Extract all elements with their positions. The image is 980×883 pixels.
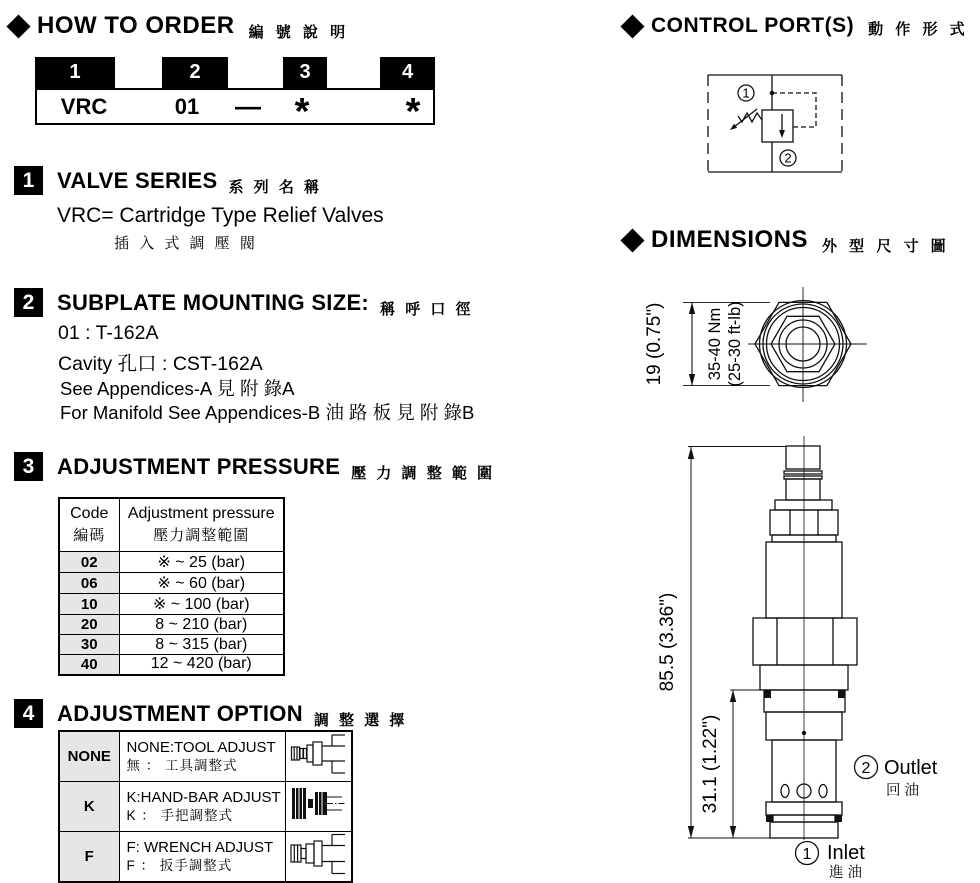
option-desc-en: NONE:TOOL ADJUST [126, 739, 276, 756]
table-row [59, 573, 284, 594]
pressure-cell: ※ ~ 60 (bar) [119, 573, 284, 594]
option-desc-zh: 無 ： 工具調整式 [126, 758, 238, 773]
how-to-order-title: HOW TO ORDER [37, 12, 235, 39]
diamond-icon [620, 228, 644, 252]
subplate-header [14, 288, 474, 319]
insert-length-dim-label: 31.1 (1.22") [700, 714, 721, 814]
pressure-table [58, 497, 285, 676]
outlet-label-zh: 回 油 [886, 783, 920, 799]
range-header-zh: 壓力調整範圍 [153, 527, 250, 544]
how-to-order-subtitle-zh: 編 號 說 明 [248, 24, 350, 41]
oring-upper-right [838, 690, 845, 698]
inlet-label-zh: 進 油 [829, 865, 863, 879]
wrench-adjust-icon [289, 832, 347, 876]
code-cell: 06 [59, 573, 119, 594]
pressure-cell: 8 ~ 315 (bar) [119, 635, 284, 655]
valve-series-title: VALVE SERIES [57, 168, 218, 193]
order-values-row [35, 88, 435, 133]
adjustment-pressure-subtitle-zh: 壓 力 調 整 範 圍 [351, 465, 496, 482]
subplate-subtitle-zh: 稱 呼 口 徑 [380, 301, 474, 318]
table-row [59, 615, 284, 635]
control-port-header [620, 12, 969, 40]
dim-arrow-up [688, 447, 694, 459]
valve-series-header [14, 166, 322, 197]
dim-arrow-down [730, 826, 736, 838]
table-row [59, 731, 352, 782]
port-2-label: 2 [784, 150, 792, 166]
option-desc-cell [119, 832, 285, 883]
overall-length-dim-label: 85.5 (3.36") [657, 592, 678, 692]
table-row [59, 594, 284, 615]
dim-arrow-down [689, 374, 695, 386]
code-cell: 10 [59, 594, 119, 615]
dimensions-title: DIMENSIONS [651, 226, 809, 253]
option-desc-zh: K ： 手把調整式 [126, 808, 234, 823]
how-to-order-header [6, 12, 349, 42]
option-desc-cell [119, 782, 285, 832]
adjustment-option-subtitle-zh: 調 整 選 擇 [313, 712, 408, 729]
subplate-line-2: Cavity 孔口 : CST-162A [58, 353, 263, 375]
order-strip-gap [115, 57, 162, 88]
section-2-marker: 2 [14, 288, 43, 317]
inlet-label: Inlet [827, 842, 865, 864]
code-cell: 30 [59, 635, 119, 655]
torque-label-line1: 35-40 Nm [706, 307, 724, 381]
torque-label-line2: (25-30 ft-lb) [726, 301, 744, 387]
section-4-marker: 4 [14, 699, 43, 728]
code-cell: 02 [59, 552, 119, 573]
order-value-pressure-star: * [294, 91, 310, 133]
option-icon-cell [285, 731, 352, 782]
option-code-cell: F [59, 832, 119, 883]
oring-lower-left [766, 815, 773, 822]
table-row [59, 552, 284, 573]
subplate-line-3: See Appendices-A 見 附 錄A [60, 378, 295, 399]
order-value-option-star: * [405, 91, 421, 133]
dimensions-subtitle-zh: 外 型 尺 寸 圖 [822, 238, 950, 255]
code-header-zh: 編碼 [73, 527, 106, 544]
order-position-1: 1 [35, 57, 115, 88]
option-table [58, 730, 353, 883]
pressure-cell: ※ ~ 25 (bar) [119, 552, 284, 573]
control-port-title: CONTROL PORT(S) [651, 14, 855, 37]
inlet-port-number: 1 [802, 846, 812, 863]
valve-series-subtitle-zh: 系 列 名 稱 [228, 179, 323, 196]
adjustment-option-title: ADJUSTMENT OPTION [57, 701, 303, 726]
table-row [59, 655, 284, 675]
order-value-size: 01 [174, 94, 200, 119]
code-cell: 20 [59, 615, 119, 635]
option-icon-cell [285, 782, 352, 832]
flow-arrow [779, 130, 785, 138]
table-row [59, 782, 352, 832]
oring-upper-left [764, 690, 771, 698]
pressure-table-header-row [59, 498, 284, 552]
subplate-line-1: 01 : T-162A [58, 322, 159, 344]
pressure-cell: 12 ~ 420 (bar) [119, 655, 284, 675]
relief-valve-schematic [700, 68, 850, 178]
valve-top-view-drawing [630, 272, 970, 437]
option-desc-cell [119, 731, 285, 782]
order-position-4: 4 [380, 57, 435, 88]
hand-bar-adjust-icon [289, 782, 347, 826]
tool-adjust-icon [289, 732, 347, 776]
option-desc-en: K:HAND-BAR ADJUST [126, 789, 281, 806]
section-3-marker: 3 [14, 452, 43, 481]
diamond-icon [620, 14, 644, 38]
dim-arrow-up [689, 302, 695, 314]
option-code-cell: NONE [59, 731, 119, 782]
adjustment-pressure-header [14, 452, 495, 483]
option-desc-zh: F ： 扳手調整式 [126, 858, 233, 873]
pressure-cell: ※ ~ 100 (bar) [119, 594, 284, 615]
code-cell: 40 [59, 655, 119, 675]
table-row [59, 832, 352, 883]
table-row [59, 635, 284, 655]
dim-arrow-up [730, 690, 736, 702]
order-strip-gap [228, 57, 283, 88]
option-icon-cell [285, 832, 352, 883]
adjustment-pressure-title: ADJUSTMENT PRESSURE [57, 454, 341, 479]
vent-hole-dot [802, 731, 806, 735]
order-strip-gap [327, 57, 380, 88]
option-desc-en: F: WRENCH ADJUST [126, 839, 274, 856]
option-code-cell: K [59, 782, 119, 832]
outlet-port-number: 2 [861, 760, 871, 777]
adjustment-option-header [14, 699, 407, 730]
diamond-icon [6, 14, 30, 38]
order-value-dash: — [235, 91, 261, 121]
code-header-en: Code [70, 505, 109, 522]
valve-series-line-zh: 插 入 式 調 壓 閥 [114, 235, 258, 252]
control-port-subtitle-zh: 動 作 形 式 [868, 21, 969, 38]
subplate-title: SUBPLATE MOUNTING SIZE: [57, 290, 370, 315]
section-1-marker: 1 [14, 166, 43, 195]
pressure-cell: 8 ~ 210 (bar) [119, 615, 284, 635]
pilot-junction-dot [770, 91, 775, 96]
order-position-2: 2 [162, 57, 228, 88]
port-1-label: 1 [742, 85, 750, 101]
subplate-line-4: For Manifold See Appendices-B 油 路 板 見 附 錄B [60, 402, 475, 423]
hex-height-dim-label: 19 (0.75") [644, 302, 665, 386]
valve-side-view-drawing [630, 430, 980, 879]
order-value-series: VRC [60, 94, 108, 119]
outlet-label: Outlet [884, 757, 938, 779]
range-header-en: Adjustment pressure [127, 505, 275, 522]
oring-lower-right [835, 815, 842, 822]
dim-arrow-down [688, 826, 694, 838]
valve-series-line: VRC= Cartridge Type Relief Valves [57, 204, 384, 227]
dimensions-header [620, 226, 950, 256]
order-position-3: 3 [283, 57, 327, 88]
pressure-col-range-header [119, 498, 284, 552]
pressure-col-code-header [59, 498, 119, 552]
order-code-strip [35, 57, 435, 88]
